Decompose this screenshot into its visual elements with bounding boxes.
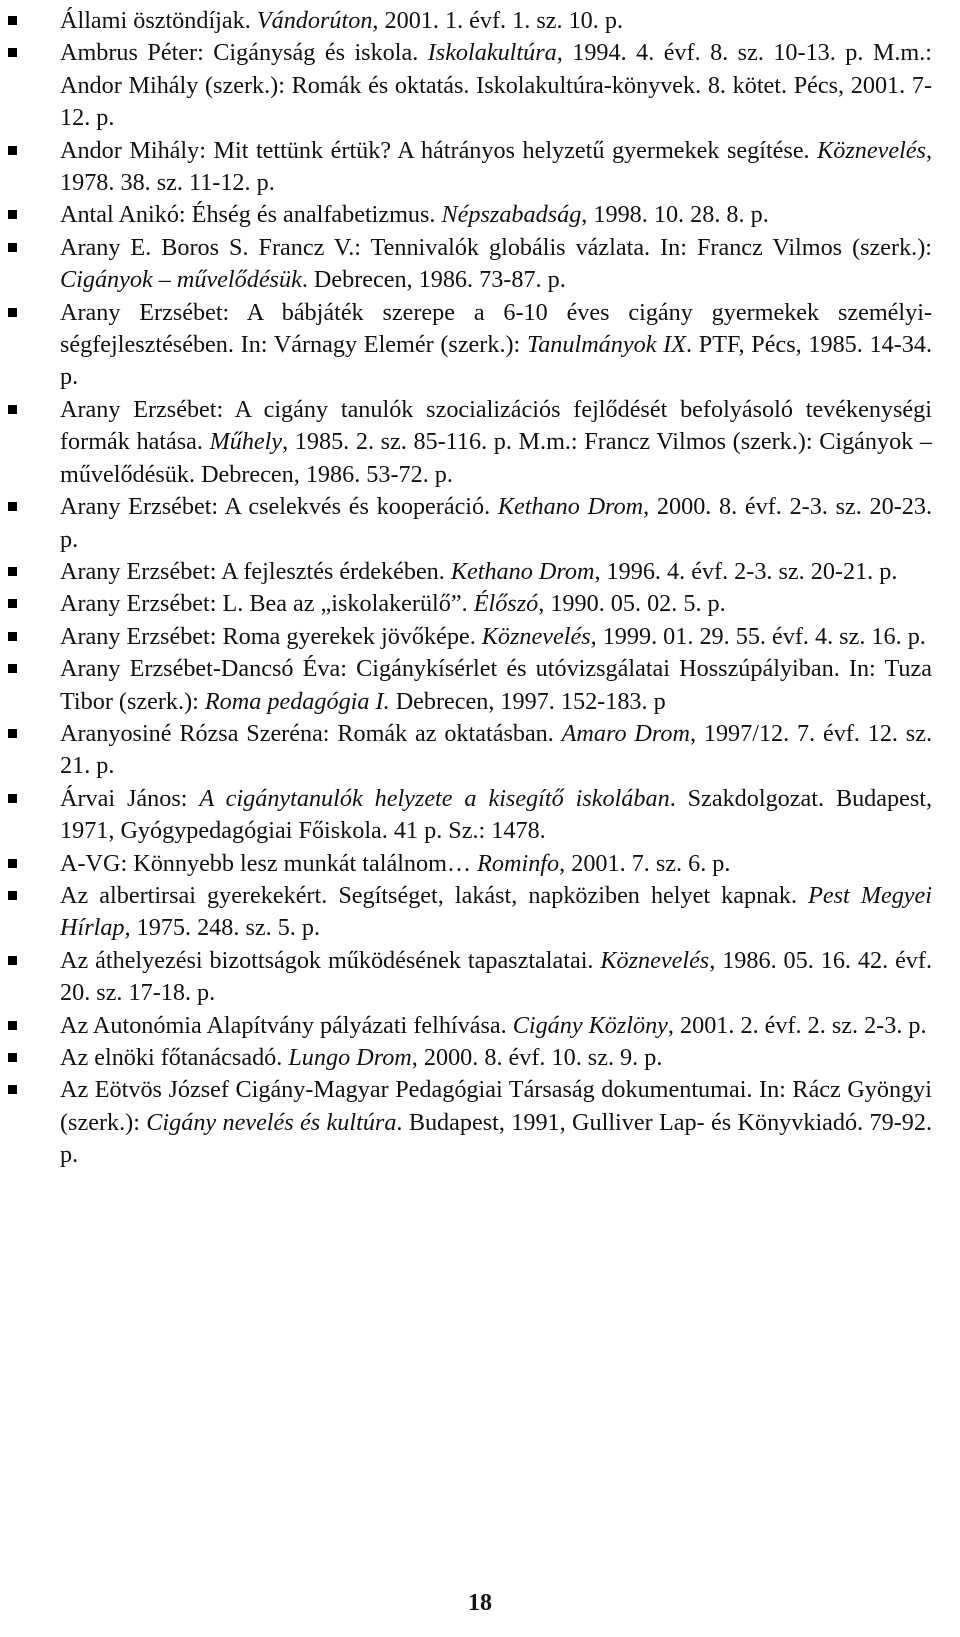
entry-text: . Szakdolgozat. Budapest, 1971, Gyógypedagógiai Főiskola. 41 p. Sz.: 1478.	[60, 784, 933, 845]
entry-text: , 1985. 2. sz. 85-116. p. M.m.: Francz Vilmos (szerk.): Cigányok – művelődésük. Debrecen, 1986. 53-72. p.	[60, 428, 932, 488]
square-bullet-icon	[8, 243, 17, 252]
entry-text: , 1996. 4. évf. 2-3. sz. 20-21. p.	[594, 557, 898, 585]
bibliography-entry	[0, 297, 960, 394]
entry-italic-title: Kethano Drom	[497, 493, 644, 521]
entry-italic-title: Kethano Drom	[450, 557, 595, 585]
square-bullet-icon	[8, 956, 17, 965]
bibliography-entry	[0, 1010, 960, 1042]
entry-text: Aranyosiné Rózsa Szeréna: Romák az oktatásban.	[60, 719, 562, 747]
square-bullet-icon	[8, 1085, 17, 1094]
entry-text: , 2001. 2. évf. 2. sz. 2-3. p.	[667, 1011, 927, 1039]
square-bullet-icon	[8, 502, 17, 511]
entry-text: Az Autonómia Alapítvány pályázati felhívása.	[60, 1011, 513, 1039]
entry-text: , 2001. 7. sz. 6. p.	[559, 849, 731, 877]
entry-text: Állami ösztöndíjak.	[60, 7, 257, 34]
bibliography-entry	[0, 556, 960, 588]
entry-text: . Budapest, 1991, Gulliver Lap- és Könyvkiadó. 79-92. p.	[60, 1108, 932, 1169]
entry-italic-title: Cigány Közlöny	[512, 1011, 668, 1039]
square-bullet-icon	[8, 859, 17, 868]
square-bullet-icon	[8, 146, 17, 155]
entry-text: Arany Erzsébet-Dancsó Éva: Cigánykísérlet és utóvizsgálatai Hosszúpályiban. In: Tuza Tibor (szerk.):	[60, 655, 932, 715]
bibliography-entry	[0, 199, 960, 231]
entry-italic-title: Népszabadság	[441, 201, 582, 229]
entry-text: , 1994. 4. évf. 8. sz. 10-13. p. M.m.: Andor Mihály (szerk.): Romák és oktatás. Iskolakultúra-könyvek. 8. kötet. Pécs, 2001. 7-12. p.	[60, 39, 932, 132]
entry-text: Arany Erzsébet: A cigány tanulók szocializációs fejlődését befolyásoló tevékenységi formák hatása.	[60, 395, 932, 456]
square-bullet-icon	[8, 794, 17, 803]
bibliography-entry	[0, 491, 960, 556]
bibliography-entry	[0, 135, 960, 200]
entry-text: Arany E. Boros S. Francz V.: Tennivalók globális vázlata. In: Francz Vilmos (szerk.):	[60, 233, 932, 261]
entry-text: , 2000. 8. évf. 2-3. sz. 20-23. p.	[60, 493, 932, 553]
entry-italic-title: Iskolakultúra	[427, 39, 557, 67]
bibliography-entry	[0, 653, 960, 718]
bibliography-entry	[0, 37, 960, 134]
square-bullet-icon	[8, 1021, 17, 1030]
entry-italic-title: Amaro Drom	[561, 719, 690, 747]
entry-italic-title: Tanulmányok IX	[526, 331, 686, 359]
entry-text: , 1975. 248. sz. 5. p.	[124, 914, 321, 942]
entry-text: Arany Erzsébet: Roma gyerekek jövőképe.	[60, 622, 482, 650]
bibliography-entry	[0, 1074, 960, 1171]
square-bullet-icon	[8, 405, 17, 414]
square-bullet-icon	[8, 1053, 17, 1062]
bibliography-entry	[0, 588, 960, 620]
entry-text: . PTF, Pécs, 1985. 14-34. p.	[60, 331, 932, 391]
entry-text: , 1998. 10. 28. 8. p.	[581, 201, 769, 229]
bibliography-entry	[0, 621, 960, 653]
page-number: 18	[468, 1590, 492, 1616]
entry-text: , 2000. 8. évf. 10. sz. 9. p.	[411, 1044, 663, 1071]
bibliography-entry	[0, 394, 960, 491]
entry-text: , 1997/12. 7. évf. 12. sz. 21. p.	[60, 719, 932, 780]
entry-text: , 1990. 05. 02. 5. p.	[538, 590, 726, 618]
entry-italic-title: Cigány nevelés és kultúra	[146, 1108, 397, 1136]
entry-text: Arany Erzsébet: A cselekvés és kooperáció.	[60, 493, 498, 521]
square-bullet-icon	[8, 308, 17, 317]
bibliography-list	[0, 5, 960, 1172]
square-bullet-icon	[8, 48, 17, 57]
entry-text: Az áthelyezési bizottságok működésének tapasztalatai.	[60, 946, 601, 974]
square-bullet-icon	[8, 599, 17, 608]
entry-italic-title: Rominfo	[477, 849, 560, 877]
square-bullet-icon	[8, 567, 17, 576]
entry-text: Debrecen, 1997. 152-183. p	[389, 687, 666, 715]
entry-text: Árvai János:	[60, 784, 200, 812]
entry-italic-title: Köznevelés	[817, 136, 926, 164]
bibliography-entry	[0, 232, 960, 297]
entry-italic-title: Roma pedagógia I.	[204, 687, 390, 715]
bibliography-entry	[0, 783, 960, 848]
entry-text: Az albertirsai gyerekekért. Segítséget, lakást, napköziben helyet kapnak.	[60, 881, 809, 909]
entry-text: , 1986. 05. 16. 42. évf. 20. sz. 17-18. p.	[60, 946, 933, 1007]
entry-text: Antal Anikó: Éhség és analfabetizmus.	[60, 201, 442, 229]
entry-italic-title: Műhely	[209, 428, 283, 456]
entry-text: Arany Erzsébet: L. Bea az „iskolakerülő”.	[60, 590, 474, 618]
bibliography-entry	[0, 880, 960, 945]
entry-italic-title: Cigányok – művelődésük	[60, 266, 302, 294]
square-bullet-icon	[8, 729, 17, 738]
entry-text: Az Eötvös József Cigány-Magyar Pedagógiai Társaság dokumentumai. In: Rácz Gyöngyi (szerk.):	[60, 1076, 932, 1136]
entry-text: , 1999. 01. 29. 55. évf. 4. sz. 16. p.	[590, 622, 926, 650]
entry-italic-title: Pest Megyei Hírlap	[60, 881, 932, 942]
entry-italic-title: Köznevelés	[600, 946, 710, 974]
bibliography-entry	[0, 5, 960, 37]
entry-text: , 1978. 38. sz. 11-12. p.	[60, 136, 932, 197]
entry-italic-title: Vándorúton	[256, 7, 373, 34]
square-bullet-icon	[8, 632, 17, 641]
entry-text: . Debrecen, 1986. 73-87. p.	[301, 266, 566, 294]
entry-text: Ambrus Péter: Cigányság és iskola.	[60, 39, 428, 67]
entry-text: Andor Mihály: Mit tettünk értük? A hátrányos helyzetű gyermekek segítése.	[60, 136, 818, 164]
entry-text: Az elnöki főtanácsadó.	[60, 1044, 289, 1071]
square-bullet-icon	[8, 210, 17, 219]
entry-text: A-VG: Könnyebb lesz munkát találnom…	[60, 849, 478, 877]
entry-text: Arany Erzsébet: A bábjáték szerepe a 6-10 éves cigány gyermekek személyi-ségfejlesztésében. In: Várnagy Elemér (szerk.):	[60, 298, 932, 359]
square-bullet-icon	[8, 891, 17, 900]
bibliography-entry	[0, 1042, 960, 1074]
bibliography-entry	[0, 848, 960, 880]
entry-text: , 2001. 1. évf. 1. sz. 10. p.	[372, 7, 624, 34]
bibliography-entry	[0, 945, 960, 1010]
entry-italic-title: Köznevelés	[481, 622, 591, 650]
entry-italic-title: Élőszó	[473, 590, 539, 618]
entry-italic-title: Lungo Drom	[288, 1044, 412, 1071]
square-bullet-icon	[8, 16, 17, 25]
square-bullet-icon	[8, 664, 17, 673]
entry-italic-title: A cigánytanulók helyzete a kisegítő iskolában	[199, 784, 670, 812]
entry-text: Arany Erzsébet: A fejlesztés érdekében.	[60, 557, 451, 585]
bibliography-entry	[0, 718, 960, 783]
